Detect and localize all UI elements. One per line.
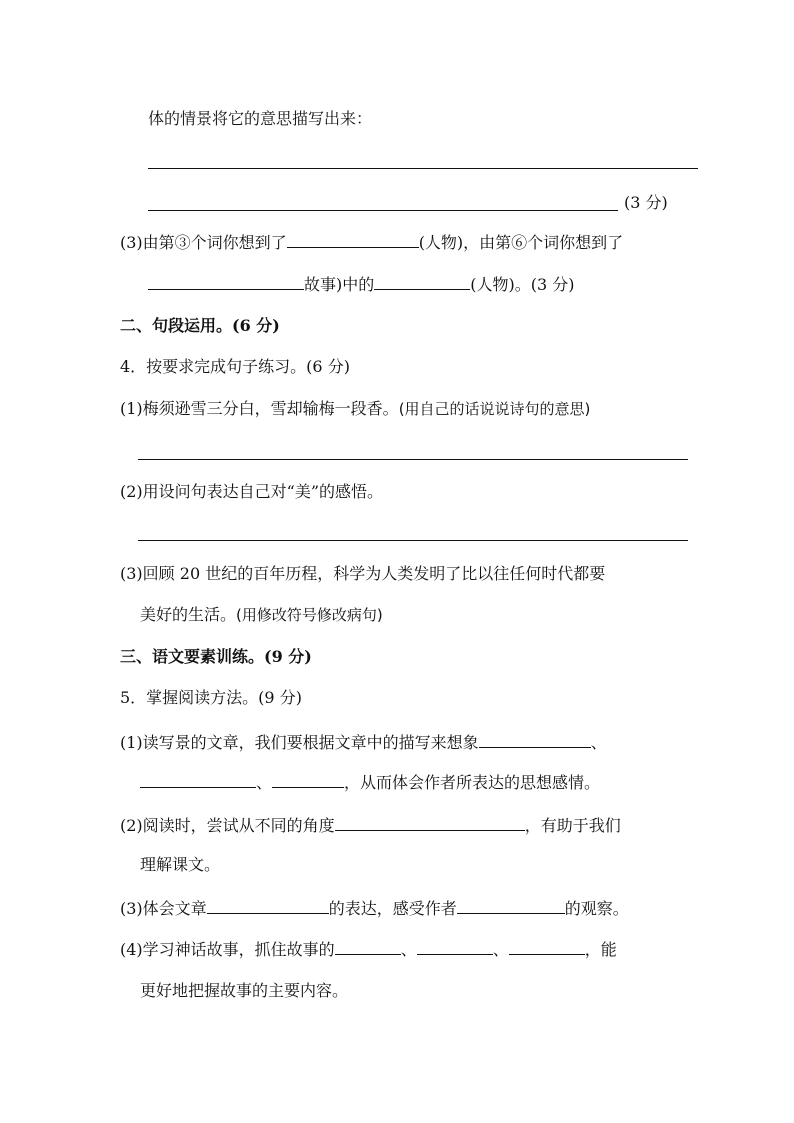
question-4-title: 4．按要求完成句子练习。(6 分) [120,357,350,376]
q3-sub3-line1: (3)由第③个词你想到了 (人物)，由第⑥个词你想到了 [120,233,624,252]
q5-sub4-line2: 更好地把握故事的主要内容。 [140,981,349,1000]
answer-blank[interactable] [509,938,585,955]
q5-sub4-line1: (4)学习神话故事，抓住故事的 、 、 ，能 [120,940,617,959]
answer-blank[interactable] [417,938,493,955]
answer-blank[interactable] [374,273,470,290]
q5-sub3: (3)体会文章 的表达，感受作者 的观察。 [120,899,629,918]
answer-blank[interactable] [479,731,591,748]
question-5-title: 5．掌握阅读方法。(9 分) [120,688,302,707]
answer-blank[interactable] [272,771,344,788]
answer-line[interactable] [138,540,688,541]
answer-blank[interactable] [335,938,401,955]
answer-line[interactable] [148,210,618,211]
answer-blank[interactable] [287,231,419,248]
section-3-heading: 三、语文要素训练。(9 分) [120,647,312,666]
answer-blank[interactable] [140,771,256,788]
q4-sub3-line2: 美好的生活。(用修改符号修改病句) [140,605,383,624]
answer-blank[interactable] [457,897,565,914]
q4-sub3-line1: (3)回顾 20 世纪的百年历程，科学为人类发明了比以往任何时代都要 [120,564,606,583]
answer-line[interactable] [148,168,698,169]
q4-sub1: (1)梅须逊雪三分白，雪却输梅一段香。(用自己的话说说诗句的意思) [120,399,591,418]
q5-sub2-line1: (2)阅读时，尝试从不同的角度 ，有助于我们 [120,816,621,835]
q4-sub2: (2)用设问句表达自己对“美”的感悟。 [120,482,384,501]
answer-blank[interactable] [335,814,525,831]
answer-line[interactable] [138,459,688,460]
q5-sub1-line1: (1)读写景的文章，我们要根据文章中的描写来想象 、 [120,733,607,752]
section-2-heading: 二、句段运用。(6 分) [120,316,280,335]
answer-blank[interactable] [207,897,329,914]
answer-blank[interactable] [148,273,304,290]
q5-sub2-line2: 理解课文。 [140,855,221,874]
item-number: (3) [120,233,143,252]
q3-continued-line: 体的情景将它的意思描写出来： [148,109,373,128]
q3-score: (3 分) [624,193,668,212]
q5-sub1-line2: 、 ，从而体会作者所表达的思想感情。 [140,771,600,794]
q3-sub3-line2: 故事)中的 (人物)。(3 分) [148,273,575,296]
